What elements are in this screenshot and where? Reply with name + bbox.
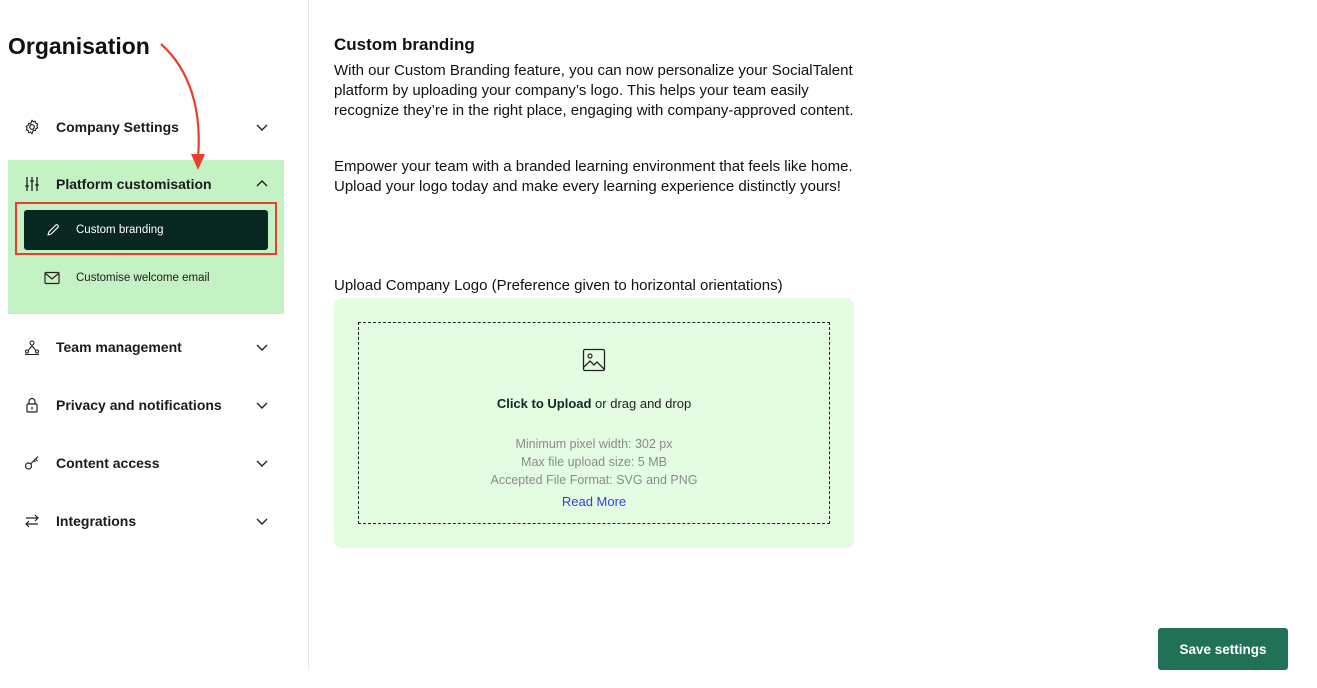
nav-item-team-management[interactable] bbox=[8, 327, 284, 367]
chevron-down-icon bbox=[255, 340, 269, 354]
team-icon bbox=[24, 339, 40, 355]
nav-item-label: Content access bbox=[56, 455, 160, 471]
nav-item-label: Integrations bbox=[56, 513, 137, 529]
lock-icon bbox=[24, 397, 40, 413]
nav-item-label: Team management bbox=[56, 339, 182, 355]
mail-icon bbox=[44, 271, 60, 285]
sidebar bbox=[0, 0, 309, 670]
chevron-up-icon bbox=[255, 177, 269, 191]
nav-item-privacy-notifications[interactable] bbox=[8, 385, 284, 425]
key-icon bbox=[24, 455, 40, 471]
nav-item-label: Company Settings bbox=[56, 119, 179, 135]
sub-item-customise-welcome-email[interactable] bbox=[24, 260, 268, 296]
nav-item-label: Privacy and notifications bbox=[56, 397, 222, 413]
read-more-link[interactable]: Read More bbox=[561, 494, 627, 509]
click-to-upload-link[interactable]: Click to Upload bbox=[496, 396, 592, 411]
swap-arrows-icon bbox=[24, 513, 40, 529]
chevron-down-icon bbox=[255, 120, 269, 134]
annotation-highlight-box bbox=[15, 202, 277, 255]
nav-item-content-access[interactable] bbox=[8, 443, 284, 483]
chevron-down-icon bbox=[255, 514, 269, 528]
min-width-text: Minimum pixel width: 302 px bbox=[515, 437, 673, 451]
page-title: Custom branding bbox=[334, 35, 475, 54]
image-icon bbox=[582, 348, 606, 372]
save-settings-button[interactable]: Save settings bbox=[1158, 628, 1288, 670]
sidebar-title: Organisation bbox=[8, 33, 150, 59]
chevron-down-icon bbox=[255, 398, 269, 412]
formats-text: Accepted File Format: SVG and PNG bbox=[490, 473, 698, 487]
nav-item-label: Platform customisation bbox=[56, 176, 212, 192]
chevron-down-icon bbox=[255, 456, 269, 470]
upload-instructions bbox=[334, 396, 854, 411]
max-size-text: Max file upload size: 5 MB bbox=[521, 455, 667, 469]
description-paragraph-2: Empower your team with a branded learning environment that feels like home. Upload your logo today and make every learning experience distinctly yours! bbox=[334, 158, 853, 195]
nav-item-company-settings[interactable] bbox=[8, 107, 284, 147]
description-paragraph-1: With our Custom Branding feature, you can now personalize your SocialTalent platform by uploading your company’s logo. This helps your team easily recognize they’re in the right place, engaging with company-approved content. bbox=[334, 62, 854, 119]
sub-item-label: Custom branding bbox=[76, 224, 164, 236]
sub-item-label: Customise welcome email bbox=[76, 272, 210, 284]
nav-item-platform-customisation[interactable] bbox=[8, 164, 284, 204]
gear-icon bbox=[24, 119, 40, 135]
upload-label: Upload Company Logo (Preference given to horizontal orientations) bbox=[334, 277, 783, 294]
sliders-icon bbox=[24, 176, 40, 192]
nav-item-integrations[interactable] bbox=[8, 501, 284, 541]
drag-drop-text: or drag and drop bbox=[591, 396, 692, 411]
